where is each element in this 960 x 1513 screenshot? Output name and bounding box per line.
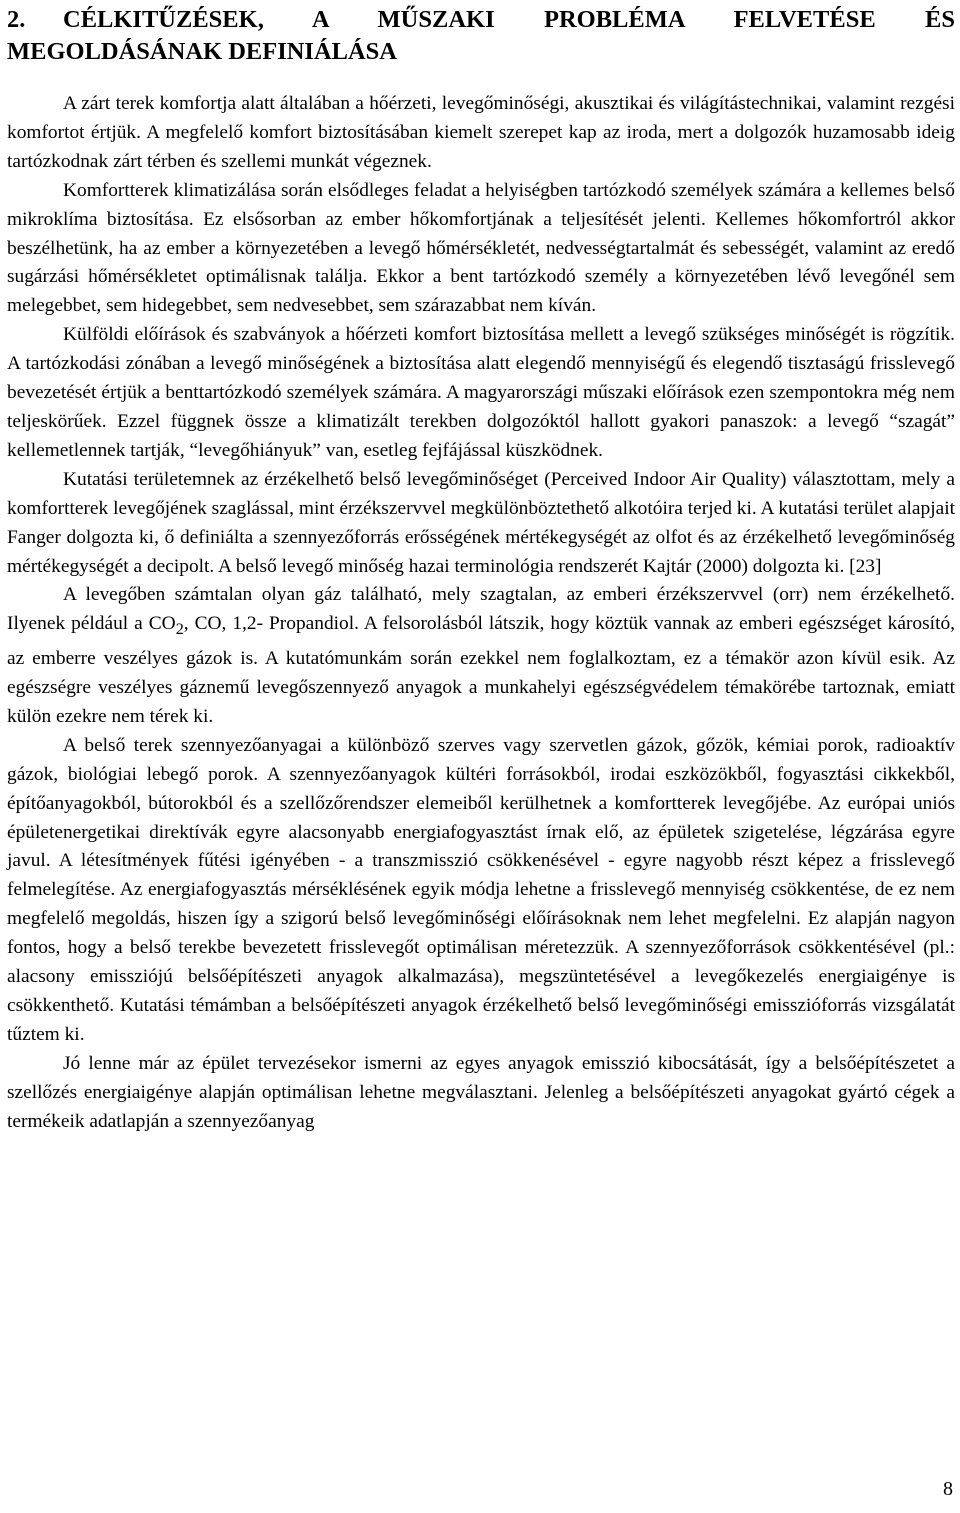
paragraph-climatization: Komfortterek klimatizálása során elsődleges feladat a helyiségben tartózkodó személyek számára a kellemes belső mikroklíma biztosítása. Ez elsősorban az ember hőkomfortjának a teljesítését jelenti. Kellemes hőkomfortról akkor beszélhetünk, ha az ember a környezetében a levegő hőmérsékletét, nedvességtartalmát és sebességét, valamint az eredő sugárzási hőmérsékletet optimálisnak találja. Ekkor a bent tartózkodó személy a környezetében lévő levegőnél sem melegebbet, sem hidegebbet, sem nedvesebbet, sem szárazabbat nem kíván. <box>7 179 955 317</box>
section-number: 2. <box>7 6 26 33</box>
paragraph-pollutants: A belső terek szennyezőanyagai a különböző szerves vagy szervetlen gázok, gőzök, kémiai porok, radioaktív gázok, biológiai lebegő porok. A szennyezőanyagok kültéri forrásokból, irodai eszközökből, fogyasztási cikkekből, építőanyagokból, bútorokból és a szellőzőrendszer elemeiből kerülhetnek a komfortterek levegőjébe. Az európai uniós épületenergetikai direktívák egyre alacsonyabb energiafogyasztást írnak elő, az épületek szigetelése, légzárása egyre javul. A létesítmények fűtési igényében - a transzmisszió csökkenésével - egyre nagyobb részt képez a frisslevegő felmelegítése. Az energiafogyasztás mérséklésének egyik módja lehetne a frisslevegő mennyiség csökkentése, de ez nem megfelelő megoldás, hiszen így a szigorú belső levegőminőségi előírásoknak nem lehet megfelelni. Ez alapján nagyon fontos, hogy a belső terekbe bevezetett frisslevegőt optimálisan méretezzük. A szennyezőforrások csökkentésével (pl.: alacsony emissziójú belsőépítészeti anyagok alkalmazása), megszüntetésével a levegőkezelés energiaigénye is csökkenthető. Kutatási témámban a belsőépítészeti anyagok érzékelhető belső levegőminőségi emisszióforrás vizsgálatát tűztem ki. <box>7 734 955 1045</box>
body-text <box>7 90 955 1137</box>
paragraph-odorless-gases: A levegőben számtalan olyan gáz található, mely szagtalan, az emberi érzékszervvel (orr) nem érzékelhető. Ilyenek például a $CO_2$, CO, 1,2- Propandiol. A felsorolásból látszik, hogy köztük vannak az emberi egészséget károsító, az emberre veszélyes gázok is. A kutatómunkám során ezekkel nem foglalkoztam, ez a témakör azon kívül esik. Az egészségre veszélyes gáznemű levegőszennyező anyagok a munkahelyi egészségvédelem témakörébe tartoznak, emiatt külön ezekre nem térek ki. <box>7 584 955 727</box>
subscript-2: 2 <box>175 621 184 639</box>
document-page <box>7 0 955 1137</box>
page-number: 8 <box>943 1478 953 1500</box>
paragraph-emission-design: Jó lenne már az épület tervezésekor ismerni az egyes anyagok emisszió kibocsátását, így a belsőépítészetet a szellőzés energiaigénye alapján optimálisan lehetne megválasztani. Jelenleg a belsőépítészeti anyagokat gyártó cégek a termékeik adatlapján a szennyezőanyag <box>7 1052 955 1132</box>
section-title: CÉLKITŰZÉSEK, A MŰSZAKI PROBLÉMA FELVETÉSE ÉS MEGOLDÁSÁNAK DEFINIÁLÁSA <box>7 6 955 65</box>
paragraph-research-area: Kutatási területemnek az érzékelhető belső levegőminőséget (Perceived Indoor Air Quality) választottam, mely a komfortterek levegőjének szaglással, mint érzékszervvel megkülönböztethető alkotóira terjed ki. A kutatási terület alapjait Fanger dolgozta ki, ő definiálta a szennyezőforrás erősségének mértékegységét az olfot és az érzékelhető levegőminőség mértékegységét a decipolt. A belső levegő minőség hazai terminológia rendszerét Kajtár (2000) dolgozta ki. [23] <box>7 468 955 577</box>
section-heading <box>7 4 955 68</box>
paragraph-standards: Külföldi előírások és szabványok a hőérzeti komfort biztosítása mellett a levegő szükséges minőségét is rögzítik. A tartózkodási zónában a levegő minőségének a biztosítása alatt elegendő mennyiségű és elegendő tisztaságú frisslevegő bevezetését értjük a benttartózkodó személyek számára. A magyarországi műszaki előírások ezen szempontokra még nem teljeskörűek. Ezzel függnek össze a klimatizált terekben dolgozóktól hallott gyakori panaszok: a levegő “szagát” kellemetlennek tartják, “levegőhiányuk” van, esetleg fejfájással küszködnek. <box>7 324 955 461</box>
paragraph-comfort: A zárt terek komfortja alatt általában a hőérzeti, levegőminőségi, akusztikai és világítástechnikai, valamint rezgési komfortot értjük. A megfelelő komfort biztosításában kiemelt szerepet kap az iroda, mert a dolgozók huzamosabb ideig tartózkodnak zárt térben és szellemi munkát végeznek. <box>7 93 955 172</box>
